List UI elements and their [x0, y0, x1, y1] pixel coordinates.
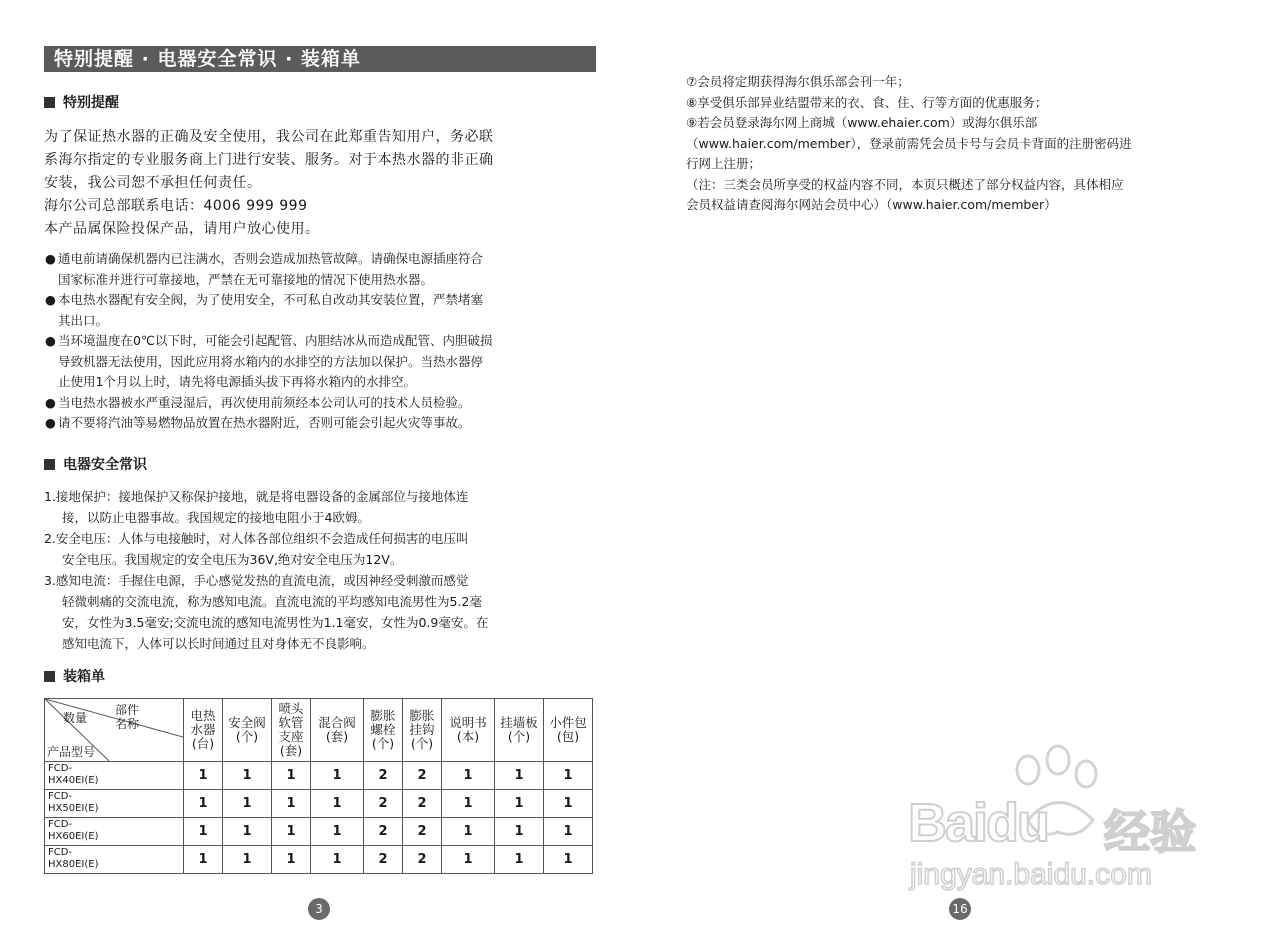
model-line: FCD- — [48, 819, 73, 830]
square-bullet-icon — [44, 671, 55, 682]
safety-line: 接，以防止电器事故。我国规定的接地电阻小于4欧姆。 — [62, 509, 370, 525]
safety-item — [44, 570, 596, 654]
safety-line: 轻微刺痛的交流电流，称为感知电流。直流电流的平均感知电流男性为5.2毫 — [62, 593, 482, 609]
column-header-line: 挂钩 — [409, 721, 435, 737]
quantity-cell: 1 — [544, 761, 593, 789]
right-text-line: （注：三类会员所享受的权益内容不同，本页只概述了部分权益内容，具体相应 — [686, 176, 1124, 192]
quantity-cell: 2 — [364, 845, 403, 873]
quantity-cell: 2 — [364, 789, 403, 817]
model-line: HX60EⅠ(E) — [48, 831, 99, 842]
quantity-cell: 2 — [403, 789, 442, 817]
bullet-dot-icon: ● — [45, 292, 56, 307]
corner-label-name: 名称 — [115, 716, 140, 731]
column-header-line: 支座 — [278, 728, 304, 744]
right-text-line: ⑦会员将定期获得海尔俱乐部会刊一年； — [686, 74, 910, 89]
corner-label-quantity: 数量 — [63, 710, 88, 725]
page-number-right: 16 — [949, 898, 971, 920]
caution-item — [44, 331, 596, 393]
model-line: FCD- — [48, 791, 73, 802]
model-line: HX50EⅠ(E) — [48, 803, 99, 814]
right-text-line: （www.haier.com/member），登录前需凭会员卡号与会员卡背面的注册密码进 — [686, 135, 1132, 151]
column-header-line: (个) — [507, 728, 531, 744]
quantity-cell: 1 — [272, 817, 311, 845]
safety-line: 2.安全电压：人体与电接触时，对人体各部位组织不会造成任何损害的电压叫 — [44, 530, 469, 546]
caution-line: 其出口。 — [58, 312, 109, 328]
quantity-cell: 1 — [223, 789, 272, 817]
quantity-cell: 1 — [495, 817, 544, 845]
quantity-cell: 1 — [544, 845, 593, 873]
quantity-cell: 2 — [364, 817, 403, 845]
quantity-cell: 1 — [223, 761, 272, 789]
safety-line: 感知电流下，人体可以长时间通过且对身体无不良影响。 — [62, 635, 375, 651]
baidu-jingyan-watermark — [908, 740, 1208, 900]
column-header-line: 膨胀 — [370, 707, 396, 723]
quantity-cell: 1 — [442, 845, 495, 873]
table-corner-cell — [45, 698, 184, 761]
quantity-cell: 1 — [495, 761, 544, 789]
quantity-cell: 1 — [311, 761, 364, 789]
quantity-cell: 2 — [403, 817, 442, 845]
caution-line: 通电前请确保机器内已注满水，否则会造成加热管故障。请确保电源插座符合 — [58, 251, 484, 266]
right-text-line: ⑨若会员登录海尔网上商城（www.ehaier.com）或海尔俱乐部 — [686, 115, 1038, 130]
quantity-cell: 2 — [364, 761, 403, 789]
column-header-line: 软管 — [278, 714, 304, 730]
column-header-line: 电热 — [190, 707, 216, 723]
right-text-line: 会员权益请查阅海尔网站会员中心）（www.haier.com/member） — [686, 197, 1057, 212]
quantity-cell: 1 — [495, 789, 544, 817]
table-row — [45, 761, 593, 789]
section-heading-special-reminder: 特别提醒 — [44, 94, 596, 112]
model-cell — [45, 789, 184, 817]
safety-line: 3.感知电流：手握住电源，手心感觉发热的直流电流，或因神经受刺激而感觉 — [44, 572, 469, 588]
column-header — [442, 698, 495, 761]
safety-item — [44, 486, 596, 528]
column-header-line: 安全阀 — [228, 714, 266, 730]
caution-item — [44, 393, 596, 414]
quantity-cell: 1 — [223, 817, 272, 845]
model-line: FCD- — [48, 847, 73, 858]
column-header-line: (套) — [279, 742, 303, 758]
caution-item — [44, 413, 596, 434]
column-header-line: 喷头 — [278, 700, 304, 716]
column-header-line: 膨胀 — [409, 707, 435, 723]
quantity-cell: 1 — [223, 845, 272, 873]
quantity-cell: 1 — [442, 789, 495, 817]
safety-line: 安全电压。我国规定的安全电压为36V,绝对安全电压为12V。 — [62, 551, 403, 567]
quantity-cell: 1 — [442, 761, 495, 789]
quantity-cell: 1 — [442, 817, 495, 845]
quantity-cell: 1 — [272, 789, 311, 817]
intro-line: 系海尔指定的专业服务商上门进行安装、服务。对于本热水器的非正确 — [44, 152, 494, 168]
packing-table — [44, 698, 593, 874]
column-header-line: 螺栓 — [370, 721, 396, 737]
quantity-cell: 1 — [544, 789, 593, 817]
right-text-line: ⑧享受俱乐部异业结盟带来的衣、食、住、行等方面的优惠服务； — [686, 94, 1048, 110]
column-header-line: 水器 — [190, 721, 216, 737]
column-header-line: (个) — [235, 728, 259, 744]
quantity-cell: 1 — [311, 789, 364, 817]
column-header — [311, 698, 364, 761]
square-bullet-icon — [44, 97, 55, 108]
caution-list — [44, 249, 596, 434]
column-header — [272, 698, 311, 761]
watermark-brand: Baidu — [908, 793, 1049, 853]
column-header — [544, 698, 593, 761]
caution-line: 当环境温度在0℃以下时，可能会引起配管、内胆结冰从而造成配管、内胆破损 — [58, 333, 493, 348]
column-header — [495, 698, 544, 761]
quantity-cell: 1 — [184, 761, 223, 789]
model-cell — [45, 817, 184, 845]
section-heading-electrical-safety: 电器安全常识 — [44, 456, 596, 474]
column-header-line: (本) — [456, 728, 480, 744]
column-header — [223, 698, 272, 761]
model-cell — [45, 845, 184, 873]
quantity-cell: 2 — [403, 761, 442, 789]
bullet-dot-icon: ● — [45, 333, 56, 348]
column-header — [403, 698, 442, 761]
intro-line: 海尔公司总部联系电话：4006 999 999 — [44, 198, 308, 214]
quantity-cell: 1 — [495, 845, 544, 873]
caution-item — [44, 249, 596, 290]
intro-line: 本产品属保险投保产品，请用户放心使用。 — [44, 221, 320, 237]
corner-label-parts: 部件 — [115, 702, 140, 717]
quantity-cell: 2 — [403, 845, 442, 873]
column-header-line: 小件包 — [549, 714, 587, 730]
safety-list — [44, 486, 596, 654]
caution-line: 当电热水器被水严重浸湿后，再次使用前须经本公司认可的技术人员检验。 — [58, 394, 471, 410]
safety-item — [44, 528, 596, 570]
caution-line: 导致机器无法使用，因此应用将水箱内的水排空的方法加以保护。当热水器停 — [58, 353, 484, 369]
column-header — [184, 698, 223, 761]
bullet-dot-icon: ● — [45, 251, 56, 266]
model-cell — [45, 761, 184, 789]
bullet-dot-icon: ● — [45, 415, 56, 430]
intro-paragraph — [44, 126, 596, 241]
corner-label-model: 产品型号 — [47, 744, 96, 759]
caution-line: 本电热水器配有安全阀，为了使用安全，不可私自改动其安装位置，严禁堵塞 — [58, 292, 484, 307]
page-number-left: 3 — [308, 898, 330, 920]
table-row — [45, 817, 593, 845]
quantity-cell: 1 — [184, 845, 223, 873]
caution-line: 国家标准并进行可靠接地，严禁在无可靠接地的情况下使用热水器。 — [58, 271, 434, 287]
column-header-line: 说明书 — [449, 714, 487, 730]
quantity-cell: 1 — [272, 761, 311, 789]
table-row — [45, 789, 593, 817]
bullet-dot-icon: ● — [45, 394, 56, 410]
left-page — [44, 46, 596, 874]
right-text-line: 行网上注册； — [686, 156, 762, 171]
column-header-line: 挂墙板 — [500, 714, 538, 730]
right-page-text — [686, 72, 1246, 216]
section-heading-packing-list: 装箱单 — [44, 668, 596, 686]
caution-item — [44, 290, 596, 331]
square-bullet-icon — [44, 459, 55, 470]
watermark-jingyan-cn: 经验 — [1104, 805, 1196, 859]
quantity-cell: 1 — [311, 817, 364, 845]
safety-line: 安，女性为3.5毫安;交流电流的感知电流男性为1.1毫安，女性为0.9毫安。在 — [62, 614, 489, 630]
column-header-line: (个) — [410, 735, 434, 751]
column-header-line: (台) — [191, 735, 215, 751]
safety-line: 1.接地保护：接地保护又称保护接地，就是将电器设备的金属部位与接地体连 — [44, 488, 469, 504]
intro-line: 为了保证热水器的正确及安全使用，我公司在此郑重告知用户，务必联 — [44, 129, 494, 145]
caution-line: 请不要将汽油等易燃物品放置在热水器附近，否则可能会引起火灾等事故。 — [58, 415, 471, 430]
column-header-line: (个) — [371, 735, 395, 751]
table-row — [45, 845, 593, 873]
column-header-line: 混合阀 — [318, 714, 356, 730]
intro-line: 安装，我公司恕不承担任何责任。 — [44, 175, 262, 191]
table-header-row — [45, 698, 593, 761]
column-header — [364, 698, 403, 761]
model-line: HX80EⅠ(E) — [48, 859, 99, 870]
column-header-line: (套) — [325, 728, 349, 744]
page-title: 特别提醒 · 电器安全常识 · 装箱单 — [44, 46, 596, 72]
quantity-cell: 1 — [272, 845, 311, 873]
quantity-cell: 1 — [544, 817, 593, 845]
quantity-cell: 1 — [184, 789, 223, 817]
column-header-line: (包) — [556, 728, 580, 744]
caution-line: 止使用1个月以上时，请先将电源插头拔下再将水箱内的水排空。 — [58, 374, 416, 389]
model-line: FCD- — [48, 763, 73, 774]
watermark-url: jingyan.baidu.com — [910, 858, 1152, 891]
model-line: HX40EⅠ(E) — [48, 775, 99, 786]
quantity-cell: 1 — [184, 817, 223, 845]
quantity-cell: 1 — [311, 845, 364, 873]
